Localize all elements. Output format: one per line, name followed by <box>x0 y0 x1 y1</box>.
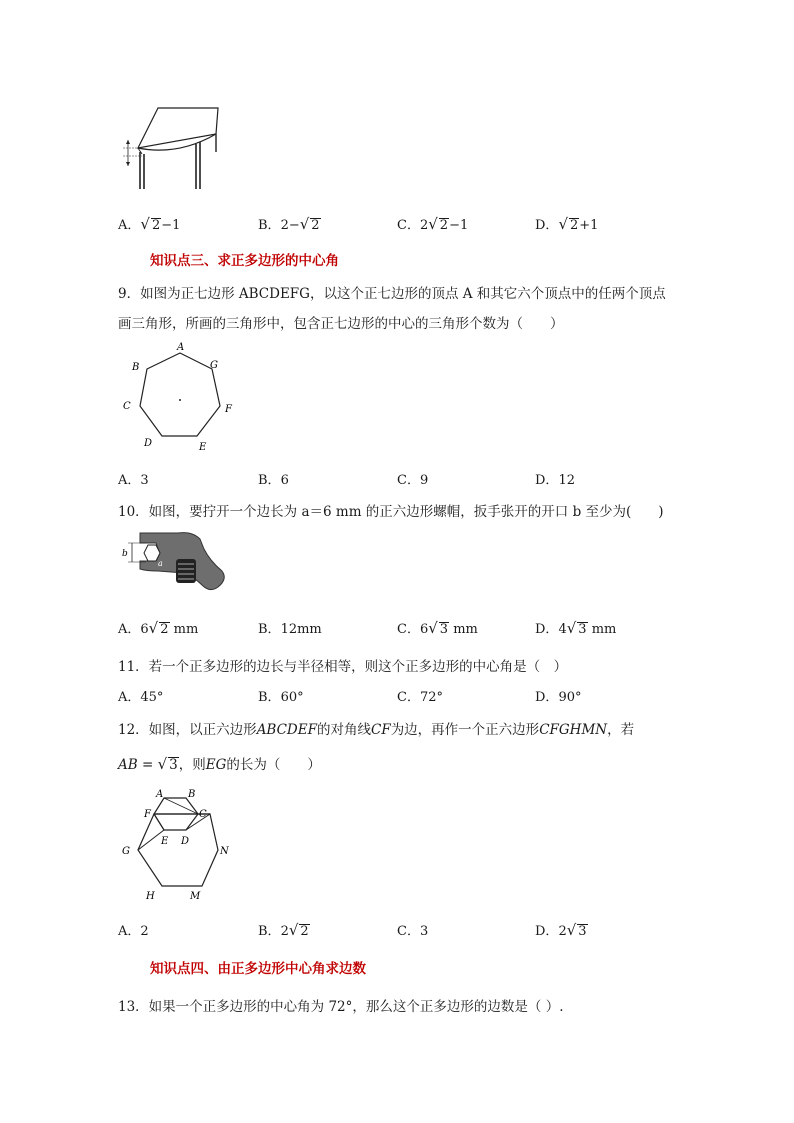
q12-option-c: C．3 <box>397 924 429 939</box>
q11-option-b: B．60° <box>258 690 304 705</box>
label-H: H <box>146 891 155 902</box>
label-F: F <box>144 809 151 820</box>
label-b: b <box>122 549 128 559</box>
wrench-figure <box>118 525 230 595</box>
label-M: M <box>190 891 201 902</box>
label-A: A <box>156 789 164 800</box>
q9-option-d: D．12 <box>535 473 575 488</box>
q10-option-b: B．12mm <box>258 622 322 637</box>
heptagon-figure <box>118 340 238 455</box>
q10-option-a: A．6√ 2 mm <box>118 619 199 637</box>
label-E: E <box>161 836 169 847</box>
section-heading-4: 知识点四、由正多边形中心角求边数 <box>150 961 366 977</box>
q10-text: 10．如图，要拧开一个边长为 a＝6 mm 的正六边形螺帽，扳手张开的开口 b 至少为( ) <box>118 504 664 520</box>
label-F: F <box>225 404 232 415</box>
q8-option-b: B．2−√ 2 <box>258 215 320 233</box>
q9-option-c: C．9 <box>397 473 429 488</box>
q12-option-a: A．2 <box>118 924 149 939</box>
q12-option-d: D．2√ 3 <box>535 921 587 939</box>
label-C: C <box>123 401 131 412</box>
q10-option-c: C．6√ 3 mm <box>397 619 478 637</box>
q13-text: 13．如果一个正多边形的中心角为 72°，那么这个正多边形的边数是（ ）. <box>118 999 564 1015</box>
q11-text: 11．若一个正多边形的边长与半径相等，则这个正多边形的中心角是（ ） <box>118 659 568 675</box>
label-a: a <box>158 559 163 568</box>
label-G: G <box>210 360 218 371</box>
q12-option-b: B．2√ 2 <box>258 921 309 939</box>
label-N: N <box>220 846 229 857</box>
q8-option-c: C．2√ 2−1 <box>397 215 469 233</box>
q11-option-d: D．90° <box>535 690 582 705</box>
hexagons-figure <box>118 786 238 906</box>
label-C: C <box>199 809 207 820</box>
q9-option-a: A．3 <box>118 473 149 488</box>
label-G: G <box>122 846 130 857</box>
label-D: D <box>144 438 153 449</box>
q10-option-d: D．4√ 3 mm <box>535 619 617 637</box>
label-D: D <box>181 836 190 847</box>
label-B: B <box>132 362 140 373</box>
q12-text-line1: 12．如图，以正六边形ABCDEF的对角线CF为边，再作一个正六边形CFGHMN，若 <box>118 722 635 738</box>
q11-option-a: A．45° <box>118 690 164 705</box>
q9-text-line1: 9．如图为正七边形 ABCDEFG，以这个正七边形的顶点 A 和其它六个顶点中的任两个顶点 <box>118 286 666 302</box>
q9-text-line2: 画三角形，所画的三角形中，包含正七边形的中心的三角形个数为（ ） <box>118 316 564 332</box>
section-heading-3: 知识点三、求正多边形的中心角 <box>150 253 339 269</box>
q8-option-a: A．√ 2−1 <box>118 215 181 233</box>
label-A: A <box>177 342 185 353</box>
label-E: E <box>199 442 207 453</box>
q11-option-c: C．72° <box>397 690 443 705</box>
q9-option-b: B．6 <box>258 473 289 488</box>
q8-option-d: D．√ 2+1 <box>535 215 599 233</box>
q12-text-line2: AB = √ 3，则EG的长为（ ） <box>118 755 321 773</box>
label-B: B <box>188 789 196 800</box>
table-figure <box>118 104 228 194</box>
